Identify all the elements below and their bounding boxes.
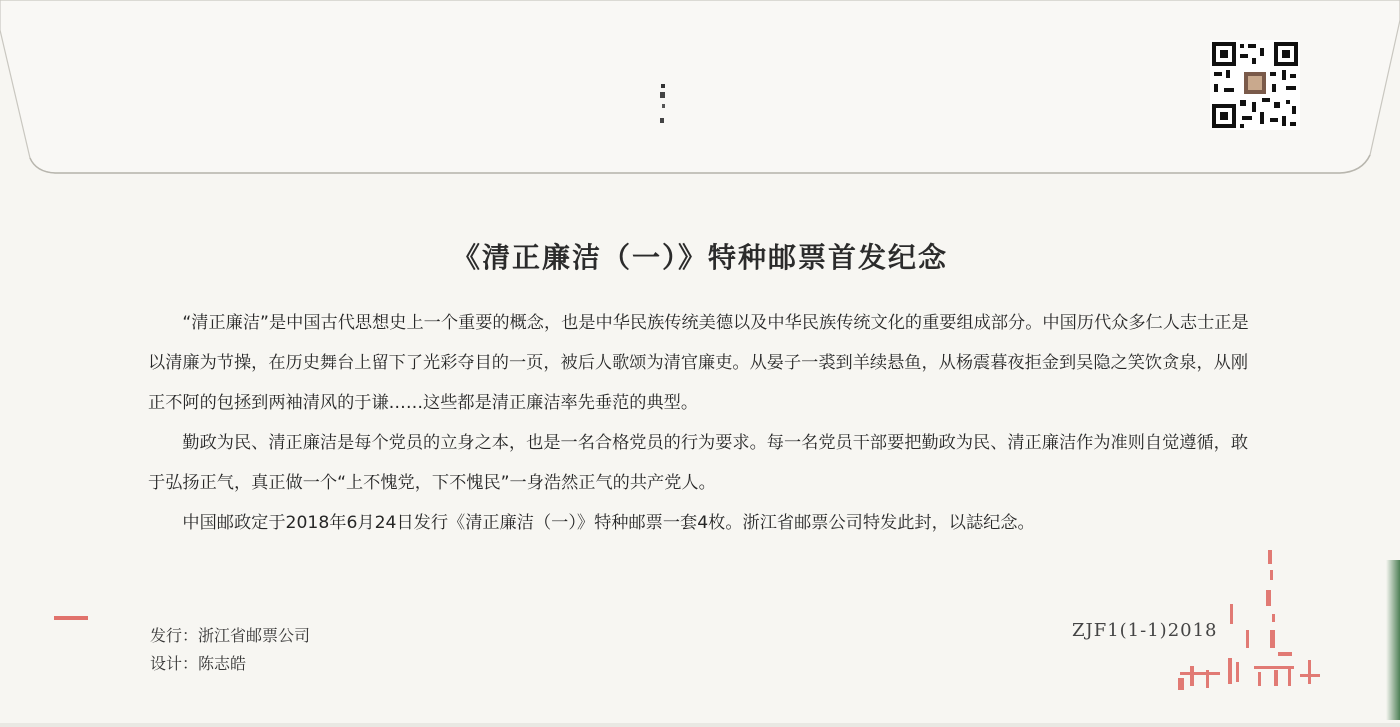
adjacent-stamp-edge xyxy=(1386,560,1400,720)
cover-serial-code: ZJF1(1-1)2018 xyxy=(1072,620,1218,641)
body-paragraph: 中国邮政定于2018年6月24日发行《清正廉洁（一）》特种邮票一套4枚。浙江省邮票公司特发此封，以誌纪念。 xyxy=(182,513,1035,533)
cover-body xyxy=(148,303,1258,543)
qr-code-icon[interactable] xyxy=(1210,40,1300,130)
postmark-fragment xyxy=(1170,540,1400,723)
body-paragraph: 勤政为民、清正廉洁是每个党员的立身之本，也是一名合格党员的行为要求。每一名党员干部要把勤政为民、清正廉洁作为准则自觉遵循，敢于弘扬正气，真正做一个“上不愧党，下不愧民”一身浩然正气的共产党人。 xyxy=(148,433,1249,493)
envelope-flap xyxy=(0,0,1400,175)
red-stamp-fragment xyxy=(54,616,88,620)
designer-label: 设计：陈志皓 xyxy=(150,654,247,673)
credits xyxy=(150,622,310,678)
cover-title: 《清正廉洁（一）》特种邮票首发纪念 xyxy=(451,241,948,274)
issuer-label: 发行：浙江省邮票公司 xyxy=(150,626,311,645)
body-paragraph: “清正廉洁”是中国古代思想史上一个重要的概念，也是中华民族传统美德以及中华民族传统文化的重要组成部分。中国历代众多仁人志士正是以清廉为节操，在历史舞台上留下了光彩夺目的一页，被后人歌颂为清官廉吏。从晏子一裘到羊续悬鱼，从杨震暮夜拒金到吴隐之笑饮贪泉，从刚正不阿的包拯到两袖清风的于谦……这些都是清正廉洁率先垂范的典型。 xyxy=(148,313,1249,413)
ink-smudge xyxy=(658,84,668,124)
